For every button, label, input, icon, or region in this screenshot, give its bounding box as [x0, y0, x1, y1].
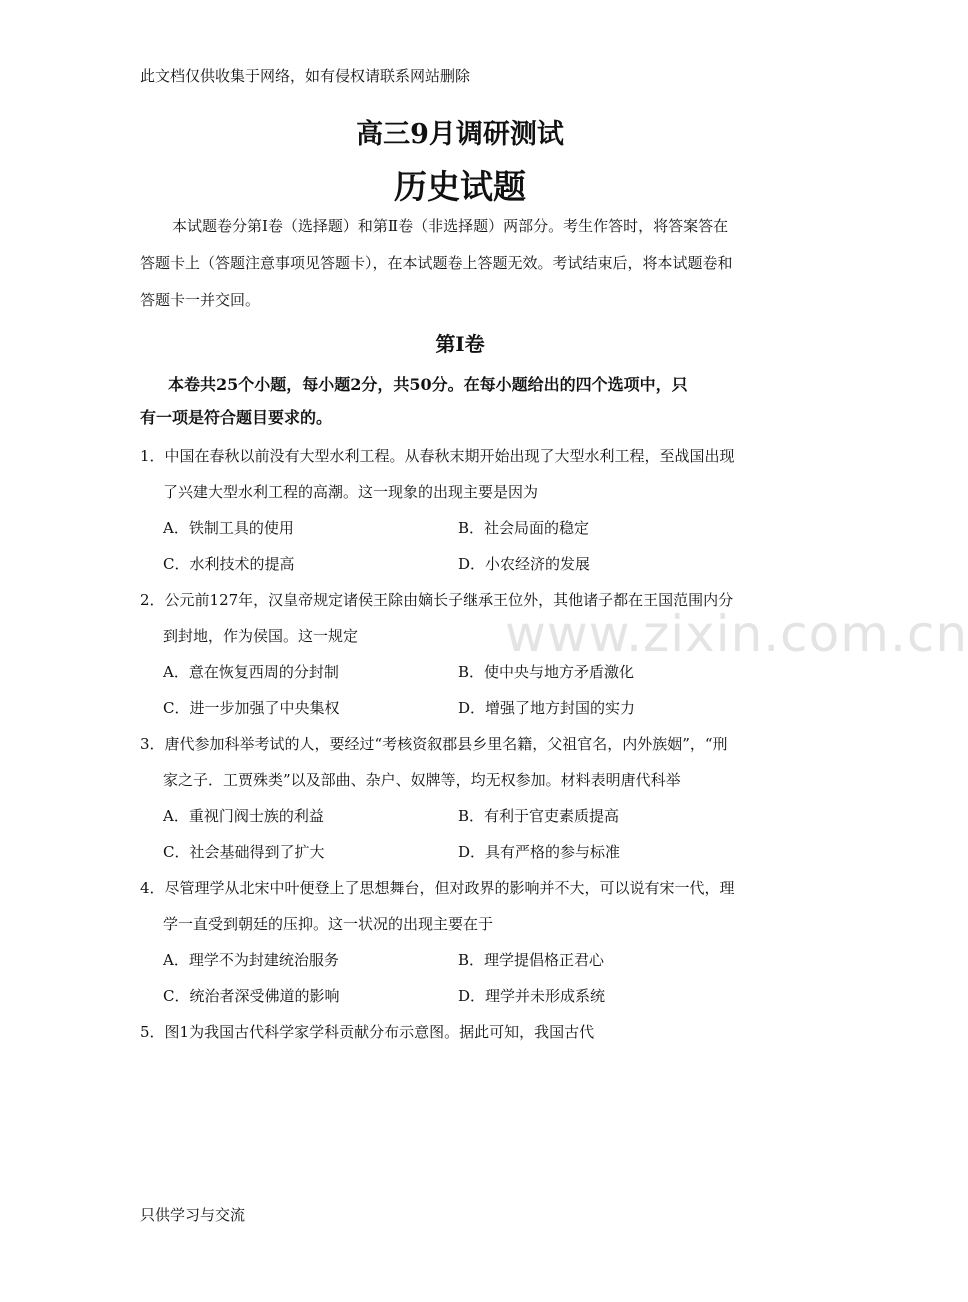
option-a: A．重视门阀士族的利益 [163, 807, 324, 825]
question-text-line: 2．公元前127年，汉皇帝规定诸侯王除由嫡长子继承王位外，其他诸子都在王国范围内分 [140, 591, 734, 609]
section-title: 第Ⅰ卷 [435, 332, 485, 356]
option-b: B．社会局面的稳定 [458, 519, 590, 537]
option-a: A．意在恢复西周的分封制 [163, 663, 339, 681]
section-instructions-line-2: 有一项是符合题目要求的。 [140, 408, 333, 427]
intro-line-2: 答题卡上（答题注意事项见答题卡），在本试题卷上答题无效。考试结束后，将本试题卷和 [140, 254, 733, 272]
exam-subject-title: 历史试题 [394, 167, 526, 206]
question-text-line: 1．中国在春秋以前没有大型水利工程。从春秋末期开始出现了大型水利工程，至战国出现 [140, 447, 735, 465]
section-instructions-line-1: 本卷共25个小题，每小题2分，共50分。在每小题给出的四个选项中，只 [168, 375, 688, 394]
intro-line-1: 本试题卷分第Ⅰ卷（选择题）和第Ⅱ卷（非选择题）两部分。考生作答时，将答案答在 [172, 217, 729, 235]
exam-title: 高三9月调研测试 [356, 119, 564, 150]
question-text-line: 4．尽管理学从北宋中叶便登上了思想舞台，但对政界的影响并不大，可以说有宋一代，理 [140, 879, 735, 897]
question-text-line: 到封地，作为侯国。这一规定 [163, 627, 359, 645]
option-a: A．理学不为封建统治服务 [163, 951, 339, 969]
question-text-line: 5．图1为我国古代科学家学科贡献分布示意图。据此可知，我国古代 [140, 1023, 595, 1041]
option-c: C．水利技术的提高 [163, 555, 295, 573]
option-d: D．小农经济的发展 [458, 555, 591, 573]
question-text-line: 3．唐代参加科举考试的人，要经过“考核资叙郡县乡里名籍，父祖官名，内外族姻”，“刑 [140, 735, 728, 753]
intro-line-3: 答题卡一并交回。 [140, 291, 261, 309]
option-b: B．理学提倡格正君心 [458, 951, 605, 969]
option-c: C．社会基础得到了扩大 [163, 843, 325, 861]
footer-note: 只供学习与交流 [140, 1206, 246, 1224]
question-text-line: 家之子．工贾殊类”以及部曲、杂户、奴牌等，均无权参加。材料表明唐代科举 [163, 771, 681, 789]
watermark: www.zixin.com.cn [505, 605, 968, 663]
option-b: B．有利于官吏素质提高 [458, 807, 620, 825]
option-d: D．理学并未形成系统 [458, 987, 606, 1005]
option-a: A．铁制工具的使用 [163, 519, 294, 537]
option-c: C．进一步加强了中央集权 [163, 699, 340, 717]
question-text-line: 了兴建大型水利工程的高潮。这一现象的出现主要是因为 [163, 483, 539, 501]
header-note: 此文档仅供收集于网络，如有侵权请联系网站删除 [140, 67, 471, 85]
option-d: D．具有严格的参与标准 [458, 843, 621, 861]
option-d: D．增强了地方封国的实力 [458, 699, 636, 717]
option-c: C．统治者深受佛道的影响 [163, 987, 340, 1005]
option-b: B．使中央与地方矛盾激化 [458, 663, 635, 681]
question-text-line: 学一直受到朝廷的压抑。这一状况的出现主要在于 [163, 915, 494, 933]
